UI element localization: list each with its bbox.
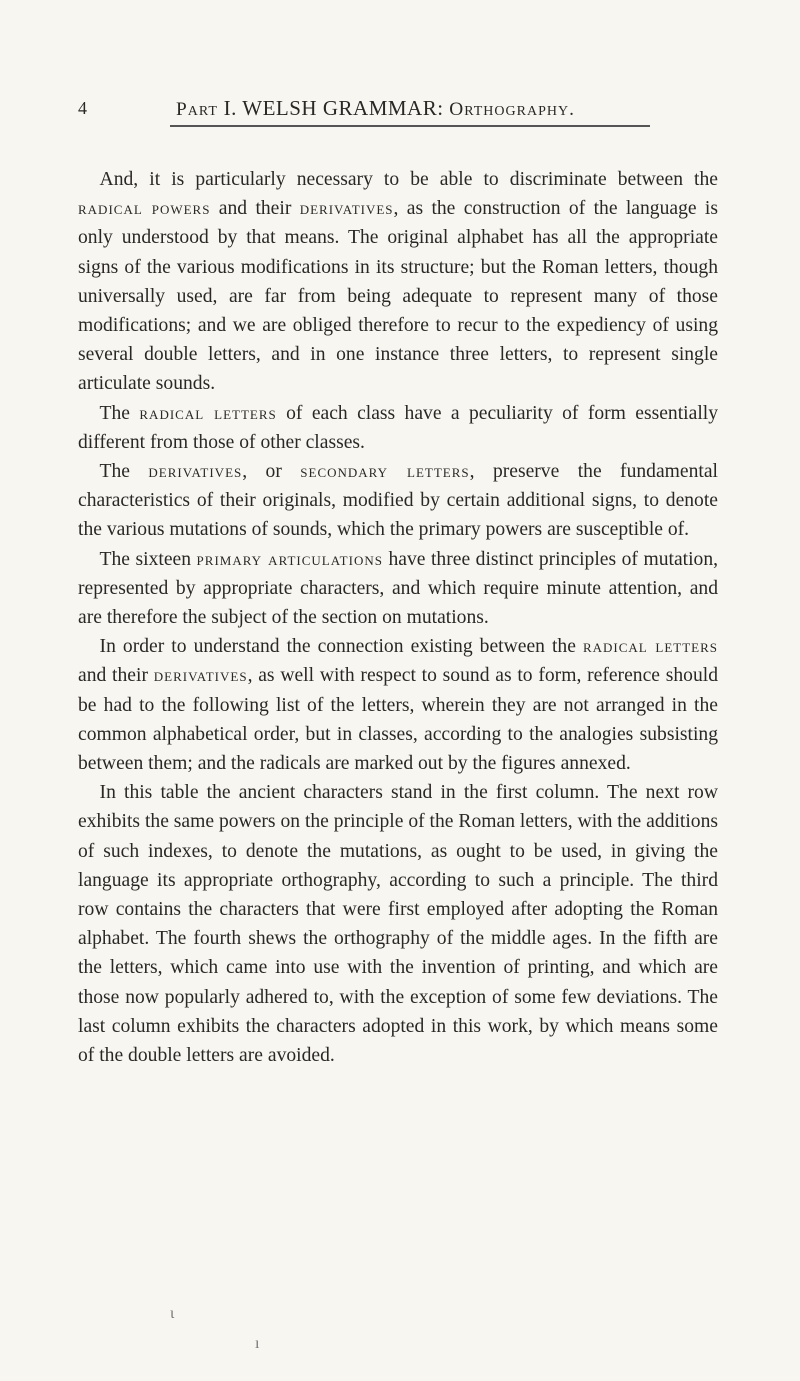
small-caps-term: secondary letters — [300, 461, 470, 482]
running-head — [176, 96, 575, 121]
small-caps-term: primary articulations — [196, 548, 383, 569]
paragraph — [78, 399, 718, 457]
text-run: In this table the ancient characters stand in the first column. The next row exhibits the same powers on the principle of the Roman letters, with the additions of such indexes, to denote the mutations, as ought to be used, in giving the language its appropriate orthography, according to such a principle. The third row contains the characters that were first employed after adopting the Roman alphabet. The fourth shews the orthography of the middle ages. In the fifth are the letters, which came into use with the invention of printing, and which are those now popularly adhered to, with the exception of some few deviations. The last column exhibits the characters adopted in this work, by which means some of the double letters are avoided. — [78, 782, 718, 1067]
ink-speck: ı — [255, 1335, 260, 1352]
text-run: , as the construction of the language is only understood by that means. The original alphabet has all the appropriate signs of the various modifications in its structure; but the Roman letters, though universally used, are far from being adequate to represent many of those modifications; and we are obliged therefore to recur to the expediency of using several double letters, and in one instance three letters, to represent single articulate sounds. — [78, 198, 718, 395]
paragraph — [78, 632, 718, 778]
paragraph — [78, 457, 718, 545]
small-caps-term: derivatives — [299, 198, 394, 219]
text-run: , preserve the fundamental characteristics of their originals, modified by certain additional signs, to denote the various mutations of sounds, which the primary powers are susceptible of. — [78, 461, 718, 541]
paragraph — [78, 778, 718, 1070]
section-title: Orthography. — [449, 99, 575, 120]
header-rule — [170, 125, 650, 127]
small-caps-term: radical powers — [78, 198, 211, 219]
paragraph — [78, 165, 718, 399]
small-caps-term: radical letters — [139, 402, 277, 423]
text-run: The sixteen — [99, 548, 197, 570]
text-run: And, it is particularly necessary to be able to discriminate between the — [99, 169, 718, 190]
small-caps-term: derivatives — [148, 461, 243, 482]
text-run: of each class have a peculiarity of form essentially different from those of other classes. — [78, 402, 718, 453]
text-run: and their — [210, 198, 300, 220]
part-label: Part — [176, 99, 218, 120]
page-number: 4 — [78, 98, 88, 118]
small-caps-term: radical letters — [582, 636, 718, 657]
text-run: In order to understand the connection existing between the — [99, 636, 583, 658]
text-run: , or — [242, 461, 301, 483]
text-run: The — [99, 461, 149, 483]
body-text — [78, 165, 718, 1070]
page-header — [78, 86, 668, 126]
ink-speck: ɩ — [170, 1305, 175, 1322]
paragraph — [78, 545, 718, 633]
text-run: , as well with respect to sound as to form, reference should be had to the following list of the letters, wherein they are not arranged in the common alphabetical order, but in classes, according to the analogies subsisting between them; and the radicals are marked out by the figures annexed. — [78, 665, 718, 775]
text-run: The — [99, 402, 140, 424]
text-run: have three distinct principles of mutation, represented by appropriate characters, and which require minute attention, and are therefore the subject of the section on mutations. — [78, 548, 719, 629]
text-run: and their — [78, 665, 154, 687]
book-title: WELSH GRAMMAR: — [242, 96, 444, 120]
part-numeral: I. — [223, 96, 237, 120]
small-caps-term: derivatives — [153, 665, 248, 686]
